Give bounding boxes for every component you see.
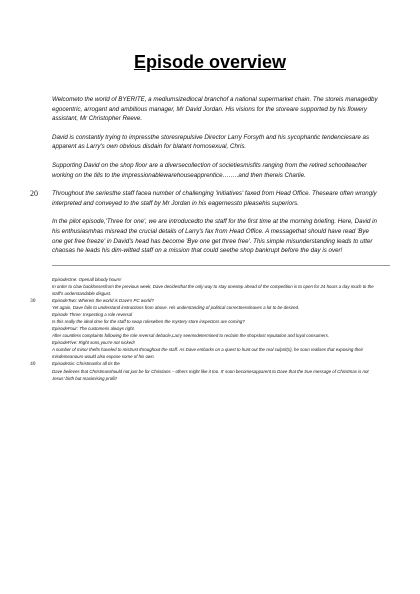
intro-paragraph-text: In the pilot episode,'Three for one', we are introducedto the staff for the first time at the morning briefing. Here, David in his enthusiasmhas misread the crucial details of Larry's fax from Head Office. A messagethat should have read 'Bye one get free freeze' in David's head has become 'Bye one get three free'. This simple misunderstanding leads to utter chaosas he leads his dim-witted staff on a mission that could seethe shop bankrupt before the day is over! <box>52 218 377 255</box>
episode-heading: EpisodeFive: Right sons,you're not nicked! <box>52 340 135 346</box>
episode-description: Is this really the ideal time for the staff to swap roleswhen the mystery store inspectors are coming? <box>52 319 245 325</box>
intro-paragraph-text: Welcometo the world of BYERITE, a mediumsizedlocal branchof a national supermarket chain. The storeis managedby egocentric, arrogant and ambitious manager, Mr David Jordan. His visions for the storeare supported by his flowery assistant, Mr Christopher Reeve. <box>52 96 378 123</box>
episode-description: Dave believes that Christmasshould not just be for Christians – others might like it too. It' soon becomesapparent to Dave that the true message of Christmas is not Jesus' birth but maximising profit! <box>52 368 369 381</box>
intro-paragraph <box>30 217 390 255</box>
episode-heading <box>30 297 382 304</box>
line-number: 30 <box>30 297 36 304</box>
episode-description: A number of minor thefts haveled to mistrust throughout the staff. As Dave embarks on a quest to hunt out the real culprit(s), he soon realises that exposing their misdemeanours would also expose some of his own. <box>52 347 364 360</box>
episode-heading-text: EpisodeSix: Christmasfor all tis the <box>52 361 120 367</box>
intro-paragraph-text: Supporting David on the shop floor are a diversecollection of societiesmisfits ranging from the retired schoolteacher working on the tills to the impressionablewarehouseapprentice……..and then thereis Charlie. <box>52 162 368 179</box>
line-number: 40 <box>30 360 36 367</box>
episode-heading: EpisodeOne: Openall bloody hours! <box>52 276 122 282</box>
intro-paragraph <box>30 95 390 124</box>
intro-paragraph-text: David is constantly trying to impressthe storesrepulsive Director Larry Forsyth and his sycophantic tendenciesare as apparent as Larry's own obvious disdain for blatant homosexual, Chris. <box>52 133 370 151</box>
episode-description: Yet again, Dave fails to understand instructions from above. His understanding of political correctnessleaves a lot to be desired. <box>52 305 300 311</box>
episode-description: In order to claw backlossesfrom the previous week, Dave decidesthat the only way to stay onestep ahead of the competition is to open for 24 hours a day much to the staff's understandable disgust. <box>52 283 374 297</box>
intro-paragraph <box>30 161 390 180</box>
intro-paragraph-text: Throughout the seriesthe staff facea number of challenging 'initiatives' faxed from Head Office. Theseare often wrongly interpreted and conveyed to the staff by Mr Jordan in his eagernessto pleasehis superiors. <box>52 190 377 207</box>
episode-heading <box>30 360 382 367</box>
episode-description: After countless complaints following the role reversal debacle,Larry seemsdetermined to reclaim the shopslost reputation and loyal consumers. <box>52 333 329 339</box>
intro-paragraph <box>30 133 390 152</box>
document-title: Episode overview <box>133 52 287 72</box>
section-divider <box>52 265 390 266</box>
intro-section <box>30 95 390 256</box>
line-number: 20 <box>30 189 38 199</box>
episode-heading-text: EpisodeTwo: Whereis the world is Dave's PC world? <box>52 298 154 304</box>
intro-paragraph <box>30 189 390 208</box>
episode-heading: EpisodeFour: The customeris always right. <box>52 326 135 332</box>
episode-list <box>30 276 390 382</box>
episode-heading: Episode Three: Inspecting a role reversal <box>52 312 133 318</box>
